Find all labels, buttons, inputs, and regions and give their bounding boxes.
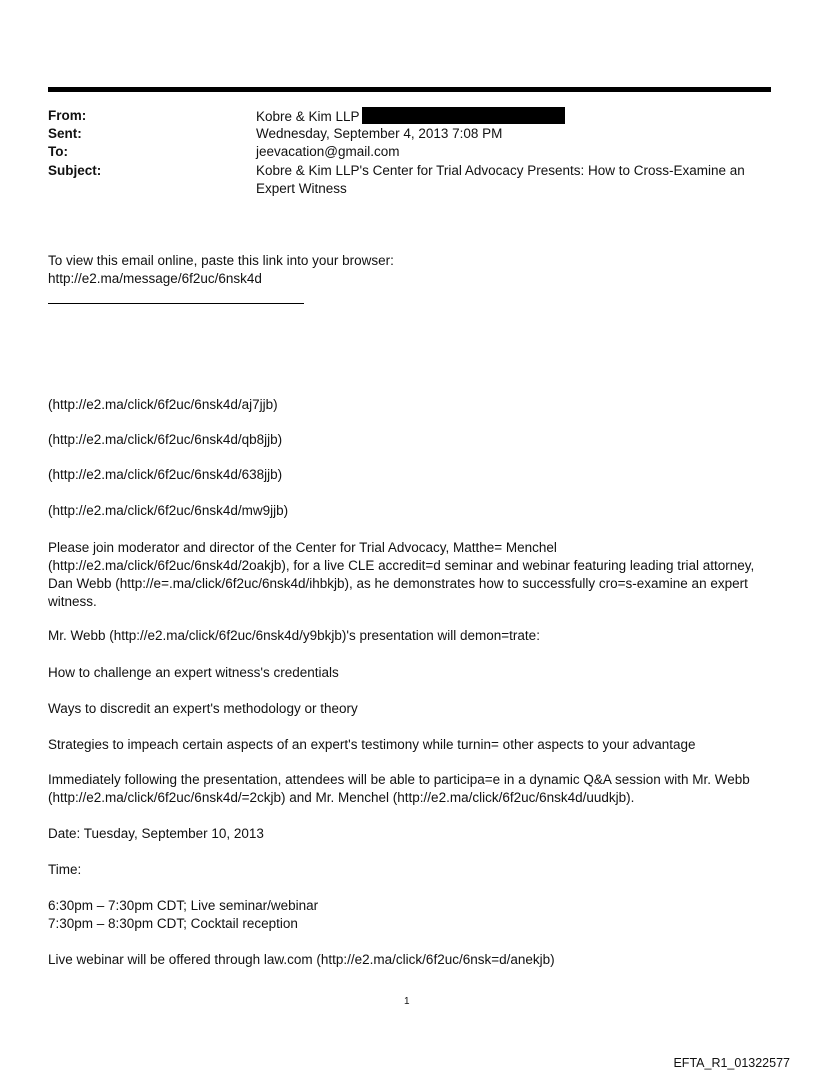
- header-divider: [48, 87, 771, 92]
- agenda-item: How to challenge an expert witness's credentials: [48, 665, 339, 680]
- agenda-item: Strategies to impeach certain aspects of an expert's testimony while turnin= other aspects to your advantage: [48, 737, 696, 752]
- from-value: [256, 107, 756, 126]
- event-date: Date: Tuesday, September 10, 2013: [48, 826, 264, 841]
- subject-value: [256, 162, 756, 198]
- tracking-link[interactable]: (http://e2.ma/click/6f2uc/6nsk4d/aj7jjb): [48, 397, 278, 412]
- subject-label: Subject:: [48, 163, 102, 178]
- qa-paragraph: [48, 771, 778, 807]
- view-online-text: To view this email online, paste this link into your browser:: [48, 253, 394, 268]
- from-label: From:: [48, 108, 87, 123]
- sent-label: Sent:: [48, 126, 82, 141]
- schedule-item: 7:30pm – 8:30pm CDT; Cocktail reception: [48, 916, 298, 931]
- agenda-item: Ways to discredit an expert's methodology or theory: [48, 701, 358, 716]
- page-number: 1: [404, 996, 410, 1007]
- intro-line: Dan Webb (http://e=.ma/click/6f2uc/6nsk4d/ihbkjb), as he demonstrates how to successfully cro=s-examine an expert: [48, 576, 748, 591]
- redaction-block: [362, 107, 565, 124]
- qa-line: Immediately following the presentation, attendees will be able to participa=e in a dynamic Q&A session with Mr. Webb: [48, 772, 750, 787]
- qa-line: (http://e2.ma/click/6f2uc/6nsk4d/=2ckjb) and Mr. Menchel (http://e2.ma/click/6f2uc/6nsk4d/uudkjb).: [48, 790, 635, 805]
- schedule-item: 6:30pm – 7:30pm CDT; Live seminar/webinar: [48, 898, 319, 913]
- time-label: Time:: [48, 862, 82, 877]
- subject-line: Expert Witness: [256, 181, 347, 196]
- sent-value: Wednesday, September 4, 2013 7:08 PM: [256, 126, 503, 141]
- intro-line: witness.: [48, 594, 97, 609]
- intro-line: Please join moderator and director of the Center for Trial Advocacy, Matthe= Menchel: [48, 540, 557, 555]
- subject-line: Kobre & Kim LLP's Center for Trial Advocacy Presents: How to Cross-Examine an: [256, 163, 745, 178]
- intro-paragraph: [48, 539, 778, 611]
- presentation-line: Mr. Webb (http://e2.ma/click/6f2uc/6nsk4d/y9bkjb)'s presentation will demon=trate:: [48, 628, 540, 643]
- tracking-link[interactable]: (http://e2.ma/click/6f2uc/6nsk4d/qb8jjb): [48, 432, 283, 447]
- schedule-block: [48, 897, 778, 933]
- tracking-link[interactable]: (http://e2.ma/click/6f2uc/6nsk4d/mw9jjb): [48, 503, 289, 518]
- intro-line: (http://e2.ma/click/6f2uc/6nsk4d/2oakjb), for a live CLE accredit=d seminar and webinar featuring leading trial attorney,: [48, 558, 755, 573]
- tracking-link[interactable]: (http://e2.ma/click/6f2uc/6nsk4d/638jjb): [48, 467, 283, 482]
- to-value: jeevacation@gmail.com: [256, 144, 400, 159]
- to-label: To:: [48, 144, 68, 159]
- view-online-link[interactable]: http://e2.ma/message/6f2uc/6nsk4d: [48, 271, 262, 286]
- webinar-line: Live webinar will be offered through law.com (http://e2.ma/click/6f2uc/6nsk=d/anekjb): [48, 952, 555, 967]
- sender-name: Kobre & Kim LLP: [256, 109, 360, 124]
- document-id: EFTA_R1_01322577: [673, 1056, 790, 1070]
- separator-line: [48, 303, 304, 304]
